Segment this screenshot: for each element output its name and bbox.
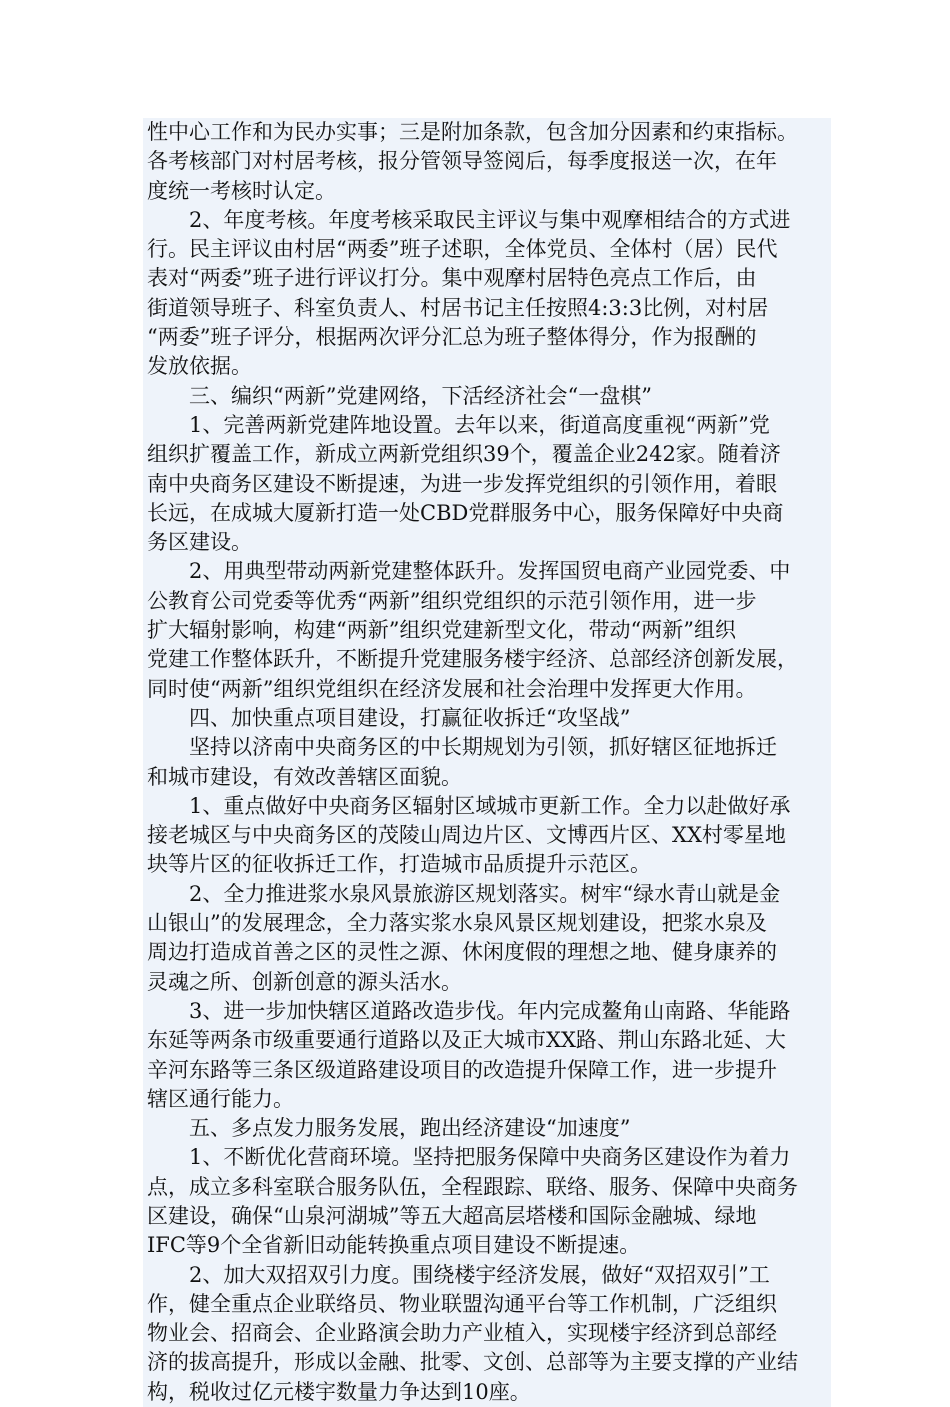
text-line: 南中央商务区建设不断提速，为进一步发挥党组织的引领作用，着眼 <box>143 470 831 499</box>
text-line: 和城市建设，有效改善辖区面貌。 <box>143 763 831 792</box>
text-line: 周边打造成首善之区的灵性之源、休闲度假的理想之地、健身康养的 <box>143 938 831 967</box>
paragraph-start-line: 3、进一步加快辖区道路改造步伐。年内完成鳌角山南路、华能路 <box>143 997 831 1026</box>
text-line: 扩大辐射影响，构建“两新”组织党建新型文化，带动“两新”组织 <box>143 616 831 645</box>
text-line: 辛河东路等三条区级道路建设项目的改造提升保障工作，进一步提升 <box>143 1056 831 1085</box>
text-line: 构，税收过亿元楼宇数量力争达到10座。 <box>143 1378 831 1407</box>
paragraph-start-line: 2、年度考核。年度考核采取民主评议与集中观摩相结合的方式进 <box>143 206 831 235</box>
text-line: 接老城区与中央商务区的茂陵山周边片区、文博西片区、XX村零星地 <box>143 821 831 850</box>
text-line: 发放依据。 <box>143 352 831 381</box>
text-line: 公教育公司党委等优秀“两新”组织党组织的示范引领作用，进一步 <box>143 587 831 616</box>
paragraph-start-line: 2、加大双招双引力度。围绕楼宇经济发展，做好“双招双引”工 <box>143 1261 831 1290</box>
text-line: 点，成立多科室联合服务队伍，全程跟踪、联络、服务、保障中央商务 <box>143 1173 831 1202</box>
text-line: 组织扩覆盖工作，新成立两新党组织39个，覆盖企业242家。随着济 <box>143 440 831 469</box>
text-line: 务区建设。 <box>143 528 831 557</box>
text-line: 长远，在成城大厦新打造一处CBD党群服务中心，服务保障好中央商 <box>143 499 831 528</box>
text-line: 区建设，确保“山泉河湖城”等五大超高层塔楼和国际金融城、绿地 <box>143 1202 831 1231</box>
document-body <box>143 118 831 1407</box>
paragraph-start-line: 1、不断优化营商环境。坚持把服务保障中央商务区建设作为着力 <box>143 1143 831 1172</box>
text-line: 块等片区的征收拆迁工作，打造城市品质提升示范区。 <box>143 850 831 879</box>
text-line: 度统一考核时认定。 <box>143 177 831 206</box>
paragraph-start-line: 2、用典型带动两新党建整体跃升。发挥国贸电商产业园党委、中 <box>143 557 831 586</box>
text-line: 山银山”的发展理念，全力落实浆水泉风景区规划建设，把浆水泉及 <box>143 909 831 938</box>
section-heading: 三、编织“两新”党建网络，下活经济社会“一盘棋” <box>143 382 831 411</box>
text-line: 辖区通行能力。 <box>143 1085 831 1114</box>
text-line: 表对“两委”班子进行评议打分。集中观摩村居特色亮点工作后，由 <box>143 264 831 293</box>
text-line: 街道领导班子、科室负责人、村居书记主任按照4:3:3比例，对村居 <box>143 294 831 323</box>
text-line: 各考核部门对村居考核，报分管领导签阅后，每季度报送一次，在年 <box>143 147 831 176</box>
text-line: IFC等9个全省新旧动能转换重点项目建设不断提速。 <box>143 1231 831 1260</box>
text-line: 性中心工作和为民办实事；三是附加条款，包含加分因素和约束指标。 <box>143 118 831 147</box>
text-line: 党建工作整体跃升，不断提升党建服务楼宇经济、总部经济创新发展， <box>143 645 831 674</box>
paragraph-start-line: 1、重点做好中央商务区辐射区域城市更新工作。全力以赴做好承 <box>143 792 831 821</box>
text-line: 同时使“两新”组织党组织在经济发展和社会治理中发挥更大作用。 <box>143 675 831 704</box>
paragraph-start-line: 1、完善两新党建阵地设置。去年以来，街道高度重视“两新”党 <box>143 411 831 440</box>
text-line: 物业会、招商会、企业路演会助力产业植入，实现楼宇经济到总部经 <box>143 1319 831 1348</box>
text-line: “两委”班子评分，根据两次评分汇总为班子整体得分，作为报酬的 <box>143 323 831 352</box>
text-line: 东延等两条市级重要通行道路以及正大城市XX路、荆山东路北延、大 <box>143 1026 831 1055</box>
text-line: 作，健全重点企业联络员、物业联盟沟通平台等工作机制，广泛组织 <box>143 1290 831 1319</box>
section-heading: 四、加快重点项目建设，打赢征收拆迁“攻坚战” <box>143 704 831 733</box>
paragraph-start-line: 2、全力推进浆水泉风景旅游区规划落实。树牢“绿水青山就是金 <box>143 880 831 909</box>
text-line: 行。民主评议由村居“两委”班子述职，全体党员、全体村（居）民代 <box>143 235 831 264</box>
text-line: 灵魂之所、创新创意的源头活水。 <box>143 968 831 997</box>
paragraph-start-line: 坚持以济南中央商务区的中长期规划为引领，抓好辖区征地拆迁 <box>143 733 831 762</box>
section-heading: 五、多点发力服务发展，跑出经济建设“加速度” <box>143 1114 831 1143</box>
text-line: 济的拔高提升，形成以金融、批零、文创、总部等为主要支撑的产业结 <box>143 1348 831 1377</box>
